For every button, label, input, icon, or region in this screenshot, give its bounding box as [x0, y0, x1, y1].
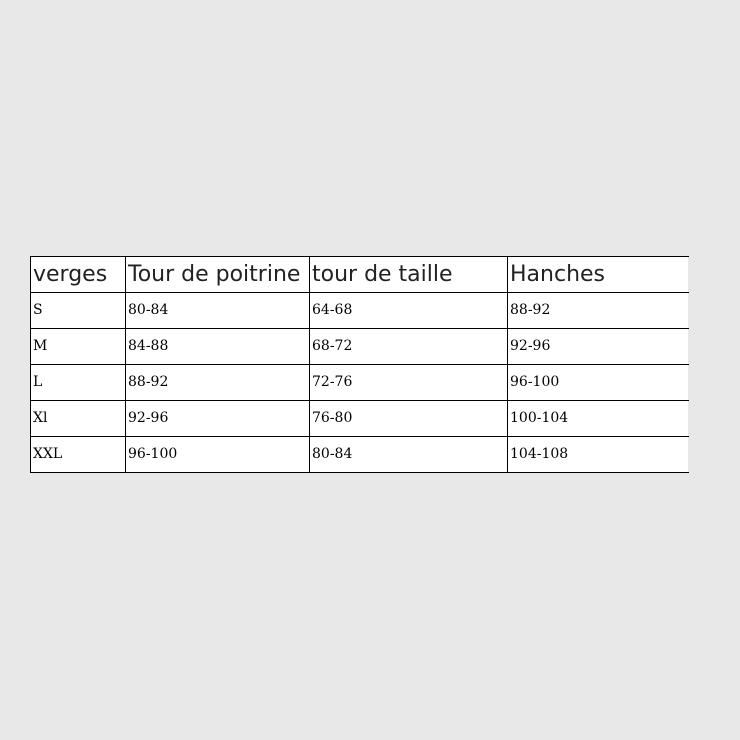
cell-waist: 68-72 — [310, 329, 508, 365]
table-row — [31, 365, 689, 401]
size-table — [30, 256, 689, 473]
table-row — [31, 437, 689, 473]
header-chest: Tour de poitrine — [126, 257, 310, 293]
cell-size: M — [31, 329, 126, 365]
cell-size: L — [31, 365, 126, 401]
cell-chest: 80-84 — [126, 293, 310, 329]
cell-hips: 100-104 — [508, 401, 689, 437]
header-size: verges — [31, 257, 126, 293]
cell-size: Xl — [31, 401, 126, 437]
cell-size: XXL — [31, 437, 126, 473]
cell-hips: 96-100 — [508, 365, 689, 401]
header-waist: tour de taille — [310, 257, 508, 293]
cell-waist: 72-76 — [310, 365, 508, 401]
cell-waist: 80-84 — [310, 437, 508, 473]
cell-chest: 88-92 — [126, 365, 310, 401]
table-header-row — [31, 257, 689, 293]
cell-size: S — [31, 293, 126, 329]
table-row — [31, 293, 689, 329]
table-row — [31, 329, 689, 365]
cell-waist: 76-80 — [310, 401, 508, 437]
cell-chest: 96-100 — [126, 437, 310, 473]
header-hips: Hanches — [508, 257, 689, 293]
cell-hips: 104-108 — [508, 437, 689, 473]
cell-hips: 88-92 — [508, 293, 689, 329]
cell-chest: 92-96 — [126, 401, 310, 437]
table-row — [31, 401, 689, 437]
size-chart — [30, 256, 688, 473]
cell-chest: 84-88 — [126, 329, 310, 365]
cell-hips: 92-96 — [508, 329, 689, 365]
cell-waist: 64-68 — [310, 293, 508, 329]
